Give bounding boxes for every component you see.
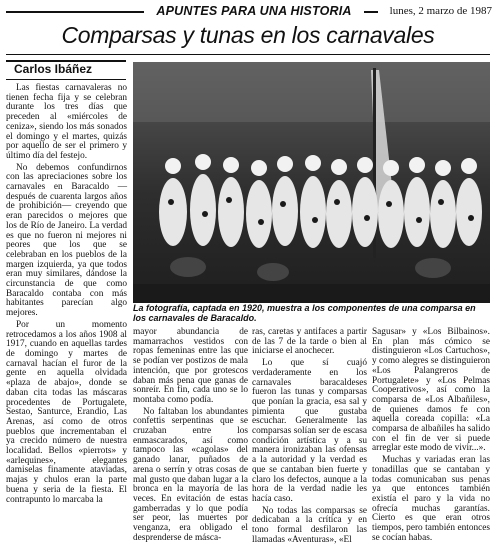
page-header — [6, 4, 490, 20]
paragraph: No faltaban los abundantes confettis serpentinas que se cruzaban entre los enmascarados, así como tampoco las «cagolas» del ganado lanar, puñados de arena o serrín y otras cosas de mal gusto que daban lugar a la bronca en la mayoría de las veces. En evitación de estas gamberradas y lo que podía ser peor, las muertes por venganza, era obligado el desprenderse de másca- — [133, 406, 248, 543]
article-column-3 — [252, 327, 367, 545]
section-title: APUNTES PARA UNA HISTORIA — [156, 4, 352, 18]
photo-caption: La fotografía, captada en 1920, muestra a los componentes de una comparsa en los carnavales de Baracaldo. — [133, 303, 476, 323]
paragraph: No todas las comparsas se dedicaban a la crítica y en tono formal desfilaron las llamadas «Aventuras», «El — [252, 505, 367, 545]
article-column-4 — [372, 327, 490, 543]
author-byline: Carlos Ibáñez — [14, 62, 93, 76]
paragraph: Por un momento retrocedamos a los años 1908 al 1917, cuando en aquellas tardes de domingo y martes de carnaval hacían el furor de la gente en aquella olvidada «plaza de abajo», donde se daban cita todas las máscaras procedentes de Portugalete, Sestao, Santurce, Erandio, Las Arenas, así como de otros pueblos que incrementaban el ya crecido número de nuestra localidad. Bellos «pierrots» y «arlequines», elegantes damiselas finamente ataviadas, majas y chulos eran la parte buena y seria de la fiesta. El contrapunto lo marcaba la — [6, 319, 127, 505]
article-column-2 — [133, 327, 248, 543]
paragraph: Lo que sí cuajó verdaderamente en los carnavales baracaldeses fueron las tunas y comparsas que ponían la gracia, esa sal y pimienta que gustaba escuchar. Generalmente las comparsas solían ser de escasa condición artística y a su manera ironizaban las ofensas a la autoridad y la verdad es que se cantaban bien fuerte y claro los defectos, aunque a la hora de la verdad nadie les hacía caso. — [252, 358, 367, 504]
photo-illustration — [133, 62, 490, 303]
header-rule-right — [364, 11, 378, 13]
paragraph: mayor abundancia de mamarrachos vestidos con ropas femeninas entre las que se podían ver postizos de mala intención, que por grotescos daban más pena que ganas de sonreír. En fin, cada uno se lo montaba como podía. — [133, 327, 248, 405]
article-headline: Comparsas y tunas en los carnavales — [61, 22, 435, 48]
paragraph: Las fiestas carnavaleras no tienen fecha fija y se celebran durante los tres días que preceden al «miércoles de ceniza», siendo los más sonados el domingo y el martes, quizás por aquello de ser el primero y último día del festejo. — [6, 83, 127, 161]
article-column-1 — [6, 84, 127, 536]
paragraph: Sagusar» y «Los Bilbainos». En plan más cómico se distinguieron «Los Cartuchos», y como alegres se distinguieron «Los Palangreros de Portugalete» y «Los Pelmas Cooperativos», así como la comparsa de «Los Albañiles», de quienes damos fe con aquella coreada copilla: «La comparsa de albañiles ha salido con el fin de ver si puede arreglar este modo de vivir...». — [372, 327, 490, 454]
historic-photo — [133, 62, 490, 303]
paragraph: ras, caretas y antifaces a partir de las 7 de la tarde o bien al iniciarse el anochecer. — [252, 327, 367, 357]
paragraph: No debemos confundirnos con las apreciaciones sobre los carnavales en Baracaldo —después de cuarenta largos años de prohibición— creyendo que eran parecidos o mejores que los de Río de Janeiro. La verdad es que no fueron ni mejores ni peores que los que se celebraban en los pueblos de la margen izquierda, ya que todos eran muy similares, dándose la circunstancia de que como Baracaldo contaba con más habitantes parecían algo mejores. — [6, 162, 127, 319]
header-rule-left — [6, 11, 144, 13]
paragraph: Muchas y variadas eran las tonadillas que se cantaban y todas comunicaban sus penas ya que entonces también existía el paro y la vida no ofrecía muchas garantías. Cierto es que eran otros tiempos, pero también entonces se cocían habas. — [372, 455, 490, 543]
byline-box — [6, 60, 126, 80]
publication-date: lunes, 2 marzo de 1987 — [389, 5, 492, 17]
headline-divider — [6, 54, 490, 55]
